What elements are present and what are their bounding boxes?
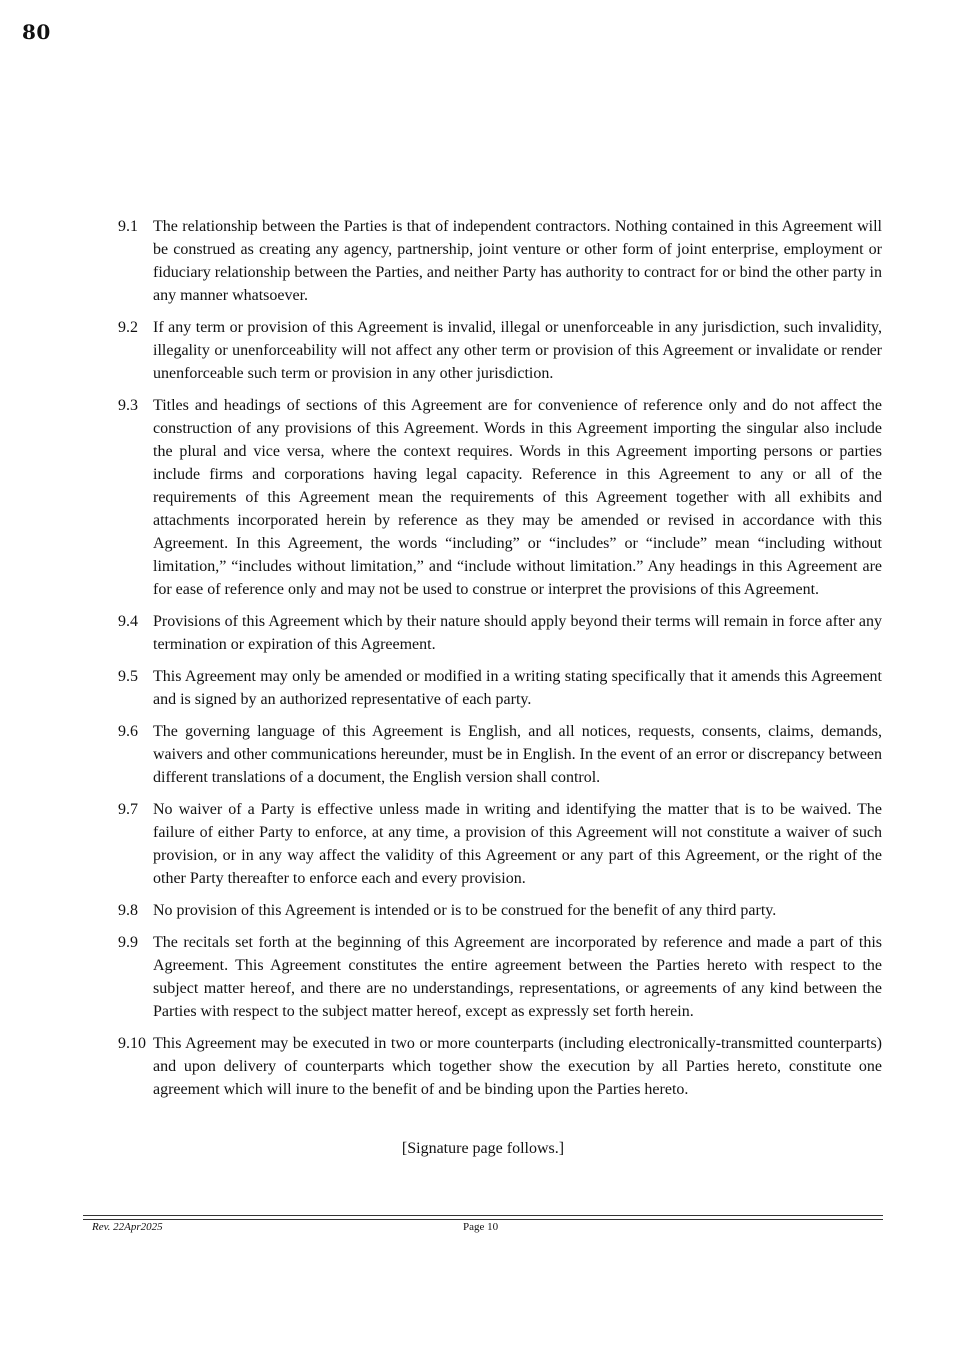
clause-number: 9.9 bbox=[118, 934, 138, 951]
clause-text: This Agreement may be executed in two or more counterparts (including electronically-transmitted counterparts) and upon delivery of counterparts which together show the execution by all Parties hereto, constitute one agreement which will inure to the benefit of and be binding upon the Parties hereto. bbox=[153, 1035, 882, 1098]
clause-number: 9.6 bbox=[118, 723, 138, 740]
clause-number: 9.10 bbox=[118, 1035, 146, 1052]
clause-9-10 bbox=[118, 1032, 882, 1101]
clause-9-7 bbox=[118, 798, 882, 890]
clause-text: This Agreement may only be amended or modified in a writing stating specifically that it amends this Agreement and is signed by an authorized representative of each party. bbox=[153, 668, 882, 708]
clause-9-8 bbox=[118, 899, 882, 922]
clause-9-2 bbox=[118, 316, 882, 385]
clause-number: 9.8 bbox=[118, 902, 138, 919]
clause-number: 9.3 bbox=[118, 397, 138, 414]
clause-9-1 bbox=[118, 215, 882, 307]
clause-9-5 bbox=[118, 665, 882, 711]
footer-divider bbox=[83, 1215, 883, 1220]
footer-page-label: Page 10 bbox=[463, 1221, 499, 1233]
corner-page-number: 80 bbox=[22, 20, 51, 44]
clause-text: The recitals set forth at the beginning of this Agreement are incorporated by reference and made a part of this Agreement. This Agreement constitutes the entire agreement between the Parties hereto with respect to the subject matter hereof, and there are no understandings, representations, or agreements of any kind between the Parties with respect to the subject matter hereof, except as expressly set forth herein. bbox=[153, 934, 882, 1020]
clause-9-3 bbox=[118, 394, 882, 601]
clause-text: Titles and headings of sections of this Agreement are for convenience of reference only and do not affect the construction of any provisions of this Agreement. Words in this Agreement importing the singular also include the plural and vice versa, where the context requires. Words in this Agreement importing persons or parties include firms and corporations having legal capacity. Reference in this Agreement to any or all of the requirements of this Agreement mean the requirements of this Agreement together with all exhibits and attachments incorporated herein by reference as they may be amended or revised in accordance with this Agreement. In this Agreement, the words “including” or “includes” or “include” mean “including without limitation,” “includes without limitation,” and “include without limitation.” Any headings in this Agreement are for ease of reference only and may not be used to construe or interpret the provisions of this Agreement. bbox=[153, 397, 882, 598]
clause-text: No waiver of a Party is effective unless made in writing and identifying the matter that is to be waived. The failure of either Party to enforce, at any time, a provision of this Agreement will not constitute a waiver of such provision, or in any way affect the validity of this Agreement or any part of this Agreement, or the right of the other Party thereafter to enforce each and every provision. bbox=[153, 801, 882, 887]
clause-list bbox=[118, 215, 882, 1110]
signature-page-note: [Signature page follows.] bbox=[401, 1140, 565, 1157]
clause-text: No provision of this Agreement is intended or is to be construed for the benefit of any third party. bbox=[153, 902, 777, 919]
clause-text: The relationship between the Parties is that of independent contractors. Nothing contained in this Agreement will be construed as creating any agency, partnership, joint venture or other form of joint enterprise, employment or fiduciary relationship between the Parties, and neither Party has authority to contract for or bind the other party in any manner whatsoever. bbox=[153, 218, 882, 304]
clause-9-9 bbox=[118, 931, 882, 1023]
clause-9-4 bbox=[118, 610, 882, 656]
clause-number: 9.7 bbox=[118, 801, 138, 818]
clause-text: If any term or provision of this Agreement is invalid, illegal or unenforceable in any jurisdiction, such invalidity, illegality or unenforceability will not affect any other term or provision of this Agreement or invalidate or render unenforceable such term or provision in any other jurisdiction. bbox=[153, 319, 882, 382]
footer-revision: Rev. 22Apr2025 bbox=[92, 1221, 163, 1233]
clause-number: 9.1 bbox=[118, 218, 138, 235]
clause-number: 9.5 bbox=[118, 668, 138, 685]
clause-text: The governing language of this Agreement is English, and all notices, requests, consents, claims, demands, waivers and other communications hereunder, must be in English. In the event of an error or discrepancy between different translations of a document, the English version shall control. bbox=[153, 723, 882, 786]
clause-9-6 bbox=[118, 720, 882, 789]
clause-number: 9.4 bbox=[118, 613, 138, 630]
clause-number: 9.2 bbox=[118, 319, 138, 336]
clause-text: Provisions of this Agreement which by their nature should apply beyond their terms will remain in force after any termination or expiration of this Agreement. bbox=[153, 613, 882, 653]
